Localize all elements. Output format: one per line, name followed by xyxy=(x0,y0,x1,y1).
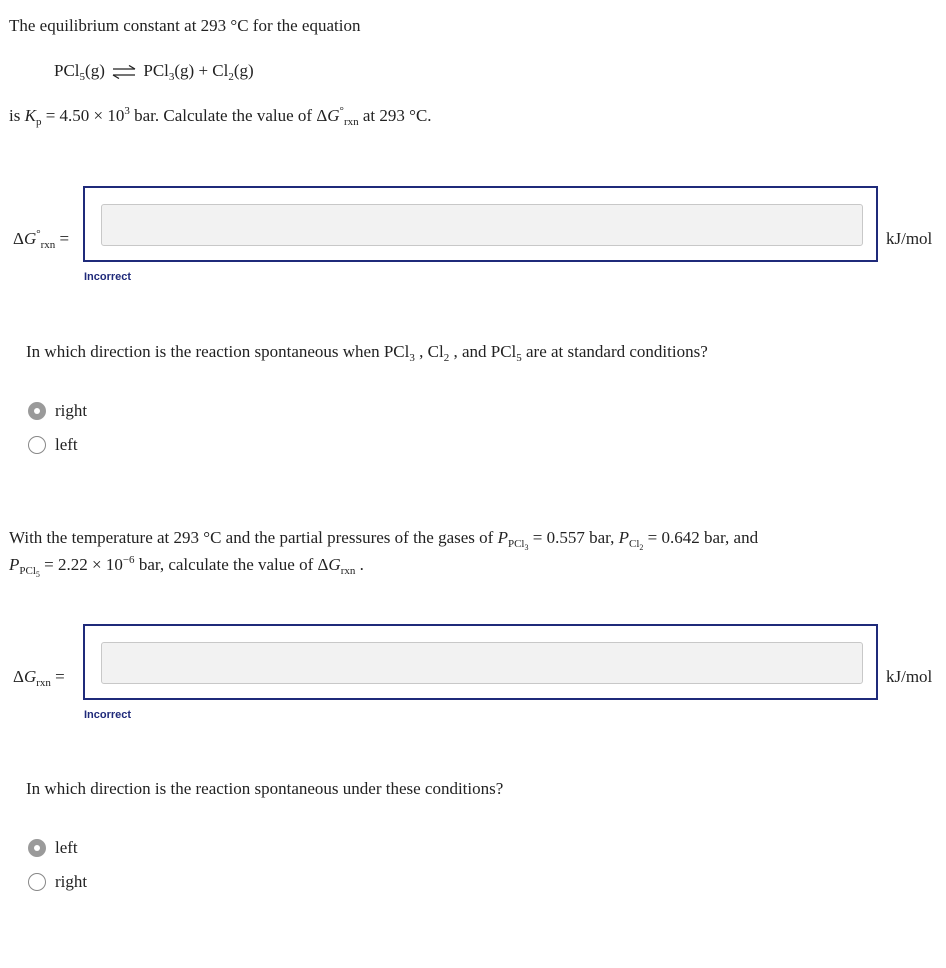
delta-g-standard-label: $\Delta G^\circ_{rxn}$ = xyxy=(13,228,70,251)
question-direction-standard: In which direction is the reaction spontaneous when PCl$_3$ , $Cl_2$ , and PCl$_5$ are at standard conditions? xyxy=(26,342,708,364)
delta-g-label: $\Delta G_{rxn}$ = xyxy=(13,667,65,689)
question-direction-conditions: In which direction is the reaction spontaneous under these conditions? xyxy=(26,779,504,798)
answer-box-delta-g xyxy=(83,624,878,700)
radio-button[interactable] xyxy=(28,436,46,454)
unit-label: kJ/mol xyxy=(886,667,933,686)
partial-pressures-line1: With the temperature at 293 °C and the partial pressures of the gases of $P_{PCl_3} = 0.557$ bar, $P_{Cl_2} = 0.642$ bar, and xyxy=(9,528,759,552)
feedback-incorrect: Incorrect xyxy=(84,709,132,721)
equilibrium-arrow-icon xyxy=(112,65,136,79)
radio-option-left[interactable]: left xyxy=(28,435,78,455)
chemical-equation: PCl$_5$(g) $PCl_3(g) + Cl_2(g)$ xyxy=(54,61,254,83)
unit-label: kJ/mol xyxy=(886,229,933,248)
radio-button[interactable] xyxy=(28,873,46,891)
answer-box-delta-g-standard xyxy=(83,186,878,262)
kp-statement: is $K_p = 4.50 \times 10^3$ bar. Calculate the value of $\Delta G^\circ_{rxn}$ at 293 °C. xyxy=(9,105,432,128)
radio-option-left[interactable]: left xyxy=(28,838,78,858)
radio-option-right[interactable]: right xyxy=(28,872,87,892)
radio-button[interactable] xyxy=(28,839,46,857)
radio-option-right[interactable]: right xyxy=(28,401,87,421)
delta-g-standard-input[interactable] xyxy=(101,204,863,246)
radio-button[interactable] xyxy=(28,402,46,420)
intro-line: The equilibrium constant at 293 °C for the equation xyxy=(9,16,361,35)
partial-pressures-line2: $P_{PCl_5} = 2.22 \times 10^{-6}$ bar, calculate the value of $\Delta G_{rxn}$ . xyxy=(9,554,364,579)
delta-g-input[interactable] xyxy=(101,642,863,684)
feedback-incorrect: Incorrect xyxy=(84,271,132,283)
